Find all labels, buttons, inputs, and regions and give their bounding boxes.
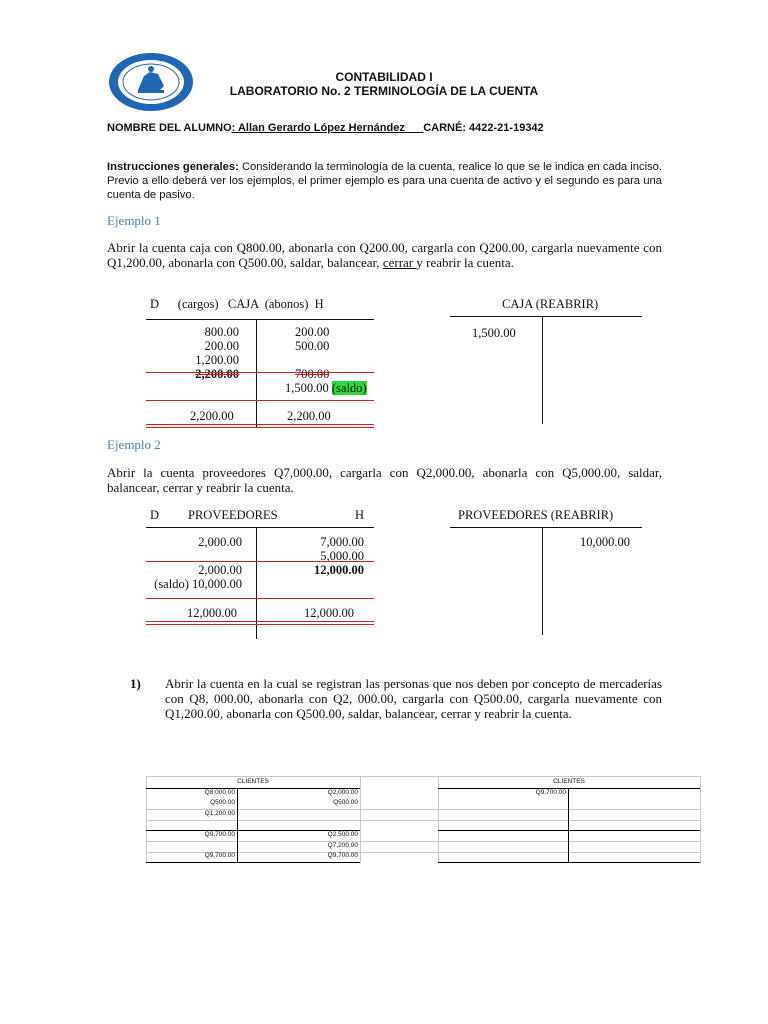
caja-credit-2: 500.00 bbox=[295, 339, 330, 353]
sheet-debit-2: Q500.00 bbox=[210, 799, 235, 806]
saldo-highlight: (saldo) bbox=[331, 381, 367, 395]
sheet-debit-sum: Q9,700.00 bbox=[204, 831, 235, 838]
caja-reopen-debit: 1,500.00 bbox=[472, 326, 516, 340]
student-name: : Allan Gerardo López Hernández bbox=[231, 122, 405, 134]
prov-h-name: PROVEEDORES bbox=[188, 508, 278, 522]
prov-h-d: D bbox=[150, 508, 160, 522]
prov-credit-sum: 12,000.00 bbox=[314, 563, 364, 577]
caja-credit-sum: 700.00 bbox=[295, 367, 330, 381]
sheet-credit-2: Q500.00 bbox=[333, 799, 358, 806]
carne: CARNÉ: 4422-21-19342 bbox=[423, 122, 544, 134]
caja-debit-2: 200.00 bbox=[204, 339, 239, 353]
name-label: NOMBRE DEL ALUMNO bbox=[107, 122, 232, 134]
example2-text: Abrir la cuenta proveedores Q7,000.00, cargarla con Q2,000.00, abonarla con Q5,000.00, saldar, balancear, cerrar y reabrir la cuenta. bbox=[107, 465, 662, 495]
prov-debit-1: 2,000.00 bbox=[198, 535, 242, 549]
instructions-label: Instrucciones generales: bbox=[107, 161, 239, 173]
prov-total-debit: 12,000.00 bbox=[187, 606, 237, 620]
exercise1-text: Abrir la cuenta en la cual se registran las personas que nos deben por concepto de mercaderías con Q8, 000.00, abonarla con Q2, 000.00, cargarla con Q500.00, cargarla nuevamente con Q1,200.00, abonarla con Q500.00, saldar, balancear, cerrar y reabrir la cuenta. bbox=[165, 676, 662, 721]
sheet-credit-sum: Q2,500.00 bbox=[327, 831, 358, 838]
sheet-debit-1: Q8,000.00 bbox=[204, 789, 235, 796]
prov-total-credit: 12,000.00 bbox=[304, 606, 354, 620]
prov-credit-2: 5,000.00 bbox=[320, 549, 364, 563]
caja-total-debit: 2,200.00 bbox=[190, 409, 234, 423]
instructions-text: Considerando la terminología de la cuenta, realice lo que se le indica en cada inciso. Previo a ello deberá ver los ejemplos, el primer ejemplo es para una cuenta de activo y el segundo es para una cuenta de pasivo. bbox=[107, 161, 662, 201]
prov-h-h: H bbox=[355, 508, 365, 522]
example1-heading: Ejemplo 1 bbox=[107, 213, 161, 228]
sheet-credit-1: Q2,000.00 bbox=[327, 789, 358, 796]
prov-credit-1: 7,000.00 bbox=[320, 535, 364, 549]
caja-t-header: D (cargos) CAJA (abonos) H bbox=[150, 297, 324, 311]
prov-reopen-header: PROVEEDORES (REABRIR) bbox=[458, 508, 614, 522]
caja-debit-sum: 2,200.00 bbox=[195, 367, 239, 381]
caja-debit-3: 1,200.00 bbox=[195, 353, 239, 367]
sheet-debit-3: Q1,200.00 bbox=[204, 810, 235, 817]
carne-blank: __ bbox=[404, 122, 424, 134]
prov-reopen-credit: 10,000.00 bbox=[580, 535, 630, 549]
sheet-total-credit: Q9,700.00 bbox=[327, 852, 358, 859]
course-title: CONTABILIDAD I bbox=[335, 70, 433, 84]
example2-heading: Ejemplo 2 bbox=[107, 437, 161, 452]
prov-saldo: (saldo) 10,000.00 bbox=[154, 577, 242, 591]
sheet-right-title: CLIENTES bbox=[553, 778, 585, 785]
caja-debit-1: 800.00 bbox=[204, 325, 239, 339]
caja-total-credit: 2,200.00 bbox=[287, 409, 331, 423]
caja-reopen-header: CAJA (REABRIR) bbox=[502, 297, 599, 311]
sheet-saldo: Q7,200.00 bbox=[327, 842, 358, 849]
exercise1-number: 1) bbox=[130, 676, 141, 691]
caja-saldo: 1,500.00 (saldo) bbox=[285, 381, 367, 395]
lab-title: LABORATORIO No. 2 TERMINOLOGÍA DE LA CUENTA bbox=[229, 84, 539, 98]
prov-debit-sum: 2,000.00 bbox=[198, 563, 242, 577]
caja-credit-1: 200.00 bbox=[295, 325, 330, 339]
sheet-right-debit: Q9,700.00 bbox=[535, 789, 566, 796]
sheet-left-title: CLIENTES bbox=[237, 778, 269, 785]
example1-text: Abrir la cuenta caja con Q800.00, abonarla con Q200.00, cargarla con Q200.00, cargarla nuevamente con Q1,200.00, abonarla con Q500.00, saldar, balancear, cerrar y reabrir la cuenta. bbox=[107, 240, 662, 270]
sheet-total-debit: Q9,700.00 bbox=[204, 852, 235, 859]
